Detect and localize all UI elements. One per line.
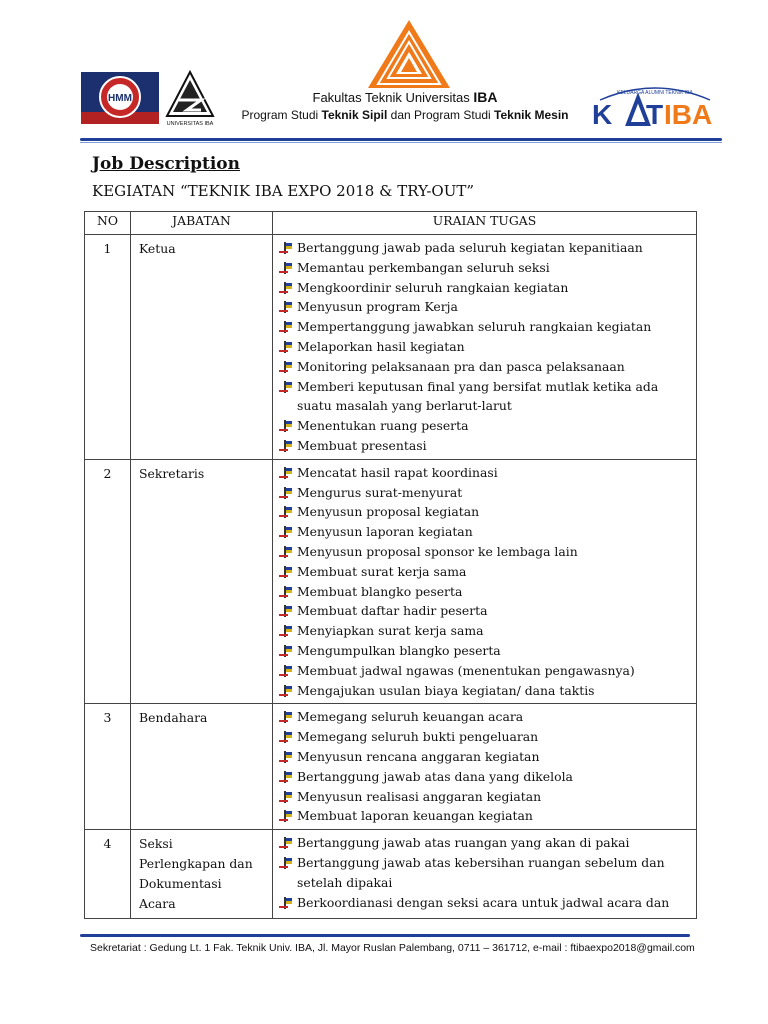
task-item	[279, 463, 692, 483]
job-description-table	[84, 211, 697, 919]
task-item	[279, 522, 692, 542]
task-text: Membuat presentasi	[297, 437, 427, 453]
task-text: Menyusun proposal kegiatan	[297, 504, 480, 520]
task-text: Menentukan ruang peserta	[297, 418, 469, 434]
row-jabatan	[131, 830, 273, 919]
ribbon-bullet-icon	[279, 341, 293, 353]
ribbon-bullet-icon	[279, 685, 293, 697]
task-item	[279, 582, 692, 602]
task-item	[279, 601, 692, 621]
faculty-name-prefix: Fakultas Teknik Universitas	[312, 90, 474, 105]
row-jabatan: Sekretaris	[131, 459, 273, 704]
hmm-logo	[81, 72, 159, 124]
ribbon-bullet-icon	[279, 506, 293, 518]
task-text: Memberi keputusan final yang bersifat mutlak ketika ada suatu masalah yang berlarut-larut	[297, 378, 659, 414]
ribbon-bullet-icon	[279, 586, 293, 598]
table-row	[85, 704, 697, 830]
jabatan-line: Perlengkapan dan	[139, 856, 253, 872]
row-jabatan: Bendahara	[131, 704, 273, 830]
row-number: 1	[85, 235, 131, 460]
task-item	[279, 727, 692, 747]
document-title: Job Description	[92, 154, 240, 174]
ribbon-bullet-icon	[279, 605, 293, 617]
row-number: 4	[85, 830, 131, 919]
task-text: Bertanggung jawab pada seluruh kegiatan kepanitiaan	[297, 240, 643, 255]
task-text: Memegang seluruh bukti pengeluaran	[297, 729, 539, 745]
program-studi-sipil: Teknik Sipil	[321, 108, 388, 122]
task-item	[279, 806, 692, 826]
task-text: Monitoring pelaksanaan pra dan pasca pelaksanaan	[297, 358, 625, 374]
katiba-letter-a: A	[628, 124, 629, 125]
ribbon-bullet-icon	[279, 361, 293, 373]
row-uraian-tugas	[273, 459, 697, 704]
fakultas-teknik-logo	[366, 18, 452, 90]
hmm-logo-text: HMM	[108, 93, 132, 104]
ribbon-bullet-icon	[279, 810, 293, 822]
task-text: Menyiapkan surat kerja sama	[297, 623, 484, 639]
ribbon-bullet-icon	[279, 566, 293, 578]
task-text: Memegang seluruh keuangan acara	[297, 709, 524, 725]
task-item	[279, 767, 692, 787]
task-item	[279, 893, 692, 913]
task-item	[279, 621, 692, 641]
katiba-letter-k: K	[592, 99, 613, 130]
task-text: Membuat jadwal ngawas (menentukan pengawasnya)	[297, 662, 635, 678]
task-item	[279, 436, 692, 456]
task-text: Melaporkan hasil kegiatan	[297, 338, 465, 354]
task-text: Mencatat hasil rapat koordinasi	[297, 464, 498, 480]
ribbon-bullet-icon	[279, 440, 293, 452]
task-text: Menyusun laporan kegiatan	[297, 524, 473, 540]
ribbon-bullet-icon	[279, 282, 293, 294]
task-item	[279, 542, 692, 562]
header-jabatan: JABATAN	[131, 212, 273, 235]
katiba-tagline: KELUARGA ALUMNI TEKNIK IBA	[617, 90, 693, 96]
task-text: Mengumpulkan blangko peserta	[297, 642, 501, 658]
task-item	[279, 238, 692, 258]
ribbon-bullet-icon	[279, 321, 293, 333]
task-text: Mengurus surat-menyurat	[297, 484, 463, 500]
task-item	[279, 337, 692, 357]
header-uraian: URAIAN TUGAS	[273, 212, 697, 235]
ribbon-bullet-icon	[279, 262, 293, 274]
ribbon-bullet-icon	[279, 791, 293, 803]
ribbon-bullet-icon	[279, 645, 293, 657]
katiba-letter-t: T	[646, 99, 664, 130]
table-row	[85, 830, 697, 919]
jabatan-line: Dokumentasi	[139, 876, 222, 892]
task-text: Membuat laporan keuangan kegiatan	[297, 808, 533, 824]
document-subtitle: KEGIATAN “TEKNIK IBA EXPO 2018 & TRY-OUT”	[92, 182, 475, 200]
task-item	[279, 502, 692, 522]
ribbon-bullet-icon	[279, 857, 293, 869]
row-number: 3	[85, 704, 131, 830]
task-text: Mengajukan usulan biaya kegiatan/ dana taktis	[297, 682, 595, 698]
task-item	[279, 483, 692, 503]
program-studi-a: Program Studi	[241, 108, 322, 122]
ribbon-bullet-icon	[279, 731, 293, 743]
ribbon-bullet-icon	[279, 381, 293, 393]
faculty-name	[260, 89, 550, 105]
task-text: Bertanggung jawab atas ruangan yang akan di pakai	[297, 835, 630, 851]
row-jabatan: Ketua	[131, 235, 273, 460]
task-item	[279, 661, 692, 681]
ribbon-bullet-icon	[279, 771, 293, 783]
task-item	[279, 747, 692, 767]
task-item	[279, 562, 692, 582]
jabatan-line: Seksi	[139, 836, 173, 852]
task-text: Menyusun program Kerja	[297, 299, 458, 315]
ribbon-bullet-icon	[279, 301, 293, 313]
task-item	[279, 416, 692, 436]
footer-address: Sekretariat : Gedung Lt. 1 Fak. Teknik Univ. IBA, Jl. Mayor Ruslan Palembang, 0711 – 361712, e-mail : ftibaexpo2018@gmail.com	[90, 942, 695, 954]
row-uraian-tugas	[273, 235, 697, 460]
task-text: Menyusun rencana anggaran kegiatan	[297, 748, 540, 764]
table-row	[85, 235, 697, 460]
header-divider-thin	[80, 142, 722, 143]
task-item	[279, 707, 692, 727]
task-text: Menyusun realisasi anggaran kegiatan	[297, 788, 542, 804]
task-item	[279, 357, 692, 377]
katiba-letters-iba: IBA	[664, 99, 713, 130]
ribbon-bullet-icon	[279, 711, 293, 723]
task-text: Bertanggung jawab atas dana yang dikelola	[297, 768, 573, 784]
task-text: Menyusun proposal sponsor ke lembaga lain	[297, 543, 578, 559]
header-divider	[80, 138, 722, 141]
ribbon-bullet-icon	[279, 467, 293, 479]
ribbon-bullet-icon	[279, 526, 293, 538]
program-studi-c: dan Program Studi	[387, 108, 495, 122]
task-item	[279, 317, 692, 337]
katiba-logo	[590, 82, 720, 130]
ribbon-bullet-icon	[279, 487, 293, 499]
task-text: Mengkoordinir seluruh rangkaian kegiatan	[297, 279, 569, 295]
ribbon-bullet-icon	[279, 665, 293, 677]
task-item	[279, 297, 692, 317]
footer-divider	[80, 934, 690, 937]
row-uraian-tugas	[273, 830, 697, 919]
ribbon-bullet-icon	[279, 242, 293, 254]
task-item	[279, 641, 692, 661]
task-text: Mempertanggung jawabkan seluruh rangkaian kegiatan	[297, 319, 652, 335]
task-item	[279, 278, 692, 298]
task-text: Membuat daftar hadir peserta	[297, 603, 488, 619]
jabatan-line: Acara	[139, 896, 176, 912]
ribbon-bullet-icon	[279, 837, 293, 849]
task-item	[279, 681, 692, 701]
ribbon-bullet-icon	[279, 420, 293, 432]
task-text: Membuat blangko peserta	[297, 583, 463, 599]
ribbon-bullet-icon	[279, 546, 293, 558]
task-item	[279, 853, 692, 893]
task-text: Memantau perkembangan seluruh seksi	[297, 259, 550, 275]
task-text: Membuat surat kerja sama	[297, 563, 467, 579]
universitas-iba-logo-text: UNIVERSITAS IBA	[166, 121, 214, 127]
row-number: 2	[85, 459, 131, 704]
task-text: Berkoordianasi dengan seksi acara untuk jadwal acara dan	[297, 894, 670, 910]
task-item	[279, 377, 692, 417]
ribbon-bullet-icon	[279, 751, 293, 763]
task-item	[279, 258, 692, 278]
task-item	[279, 833, 692, 853]
program-studi-mesin: Teknik Mesin	[494, 108, 569, 122]
program-studi-line	[205, 108, 605, 122]
task-text: Bertanggung jawab atas kebersihan ruangan sebelum dan setelah dipakai	[297, 854, 665, 890]
task-item	[279, 787, 692, 807]
header-no: NO	[85, 212, 131, 235]
letterhead	[0, 0, 768, 150]
table-header-row	[85, 212, 697, 235]
table-row	[85, 459, 697, 704]
row-uraian-tugas	[273, 704, 697, 830]
ribbon-bullet-icon	[279, 625, 293, 637]
ribbon-bullet-icon	[279, 897, 293, 909]
faculty-name-emph: IBA	[473, 89, 498, 105]
